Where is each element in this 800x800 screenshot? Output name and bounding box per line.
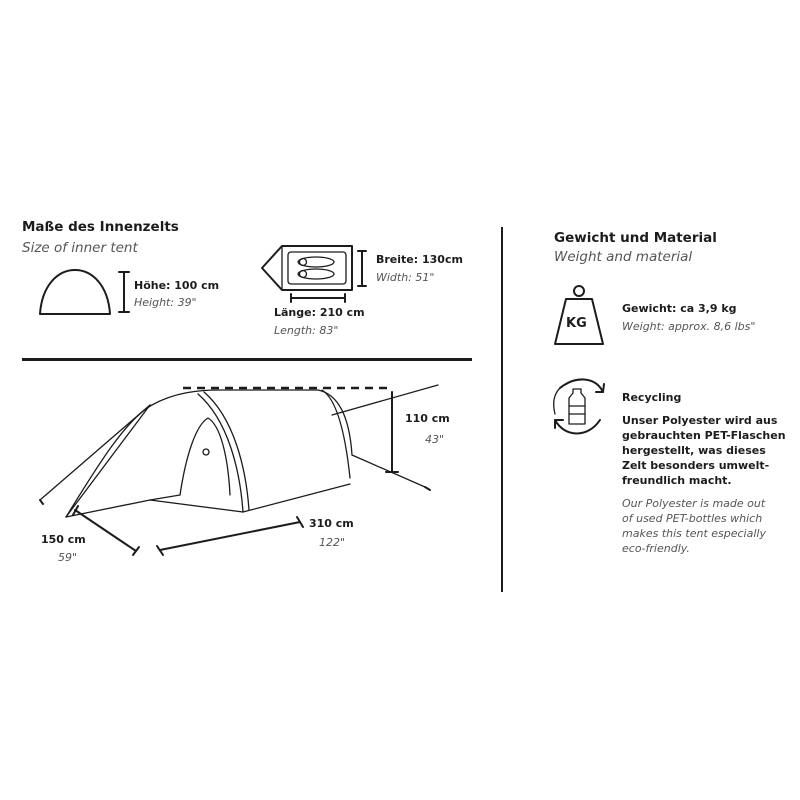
outer-length-cm: 310 cm — [309, 517, 354, 530]
weight-heading: Gewicht und Material — [554, 230, 717, 246]
weight-heading-en: Weight and material — [554, 249, 693, 265]
recycling-de-line: hergestellt, was dieses — [622, 444, 766, 457]
recycling-en-line: of used PET-bottles which — [622, 512, 763, 525]
inner-width-label: Breite: 130cm — [376, 253, 463, 266]
weight-icon-text: KG — [566, 316, 587, 331]
inner-height-en: Height: 39" — [134, 296, 197, 309]
inner-tent-heading: Maße des Innenzelts — [22, 219, 179, 235]
inner-tent-heading-en: Size of inner tent — [22, 240, 138, 256]
inner-length-label: Länge: 210 cm — [274, 306, 365, 319]
weight-label-en: Weight: approx. 8,6 lbs" — [622, 320, 756, 333]
outer-height-in: 43" — [425, 433, 445, 446]
outer-length-in: 122" — [319, 536, 346, 549]
outer-width-in: 59" — [58, 551, 78, 564]
recycling-de-line: gebrauchten PET-Flaschen — [622, 429, 786, 442]
outer-height-cm: 110 cm — [405, 412, 450, 425]
recycling-en-line: makes this tent especially — [622, 527, 766, 540]
outer-width-cm: 150 cm — [41, 533, 86, 546]
recycling-text-en — [622, 496, 766, 556]
recycling-de-line: Unser Polyester wird aus — [622, 414, 778, 427]
inner-height-label: Höhe: 100 cm — [134, 279, 220, 292]
recycling-de-line: Zelt besonders umwelt- — [622, 459, 770, 472]
recycling-text-de — [622, 413, 786, 488]
weight-label: Gewicht: ca 3,9 kg — [622, 302, 737, 315]
recycling-en-line: eco-friendly. — [622, 542, 690, 555]
inner-width-en: Width: 51" — [376, 271, 435, 284]
recycling-en-line: Our Polyester is made out — [622, 497, 766, 510]
inner-length-en: Length: 83" — [274, 324, 339, 337]
recycling-heading: Recycling — [622, 391, 682, 404]
recycling-de-line: freundlich macht. — [622, 474, 732, 487]
